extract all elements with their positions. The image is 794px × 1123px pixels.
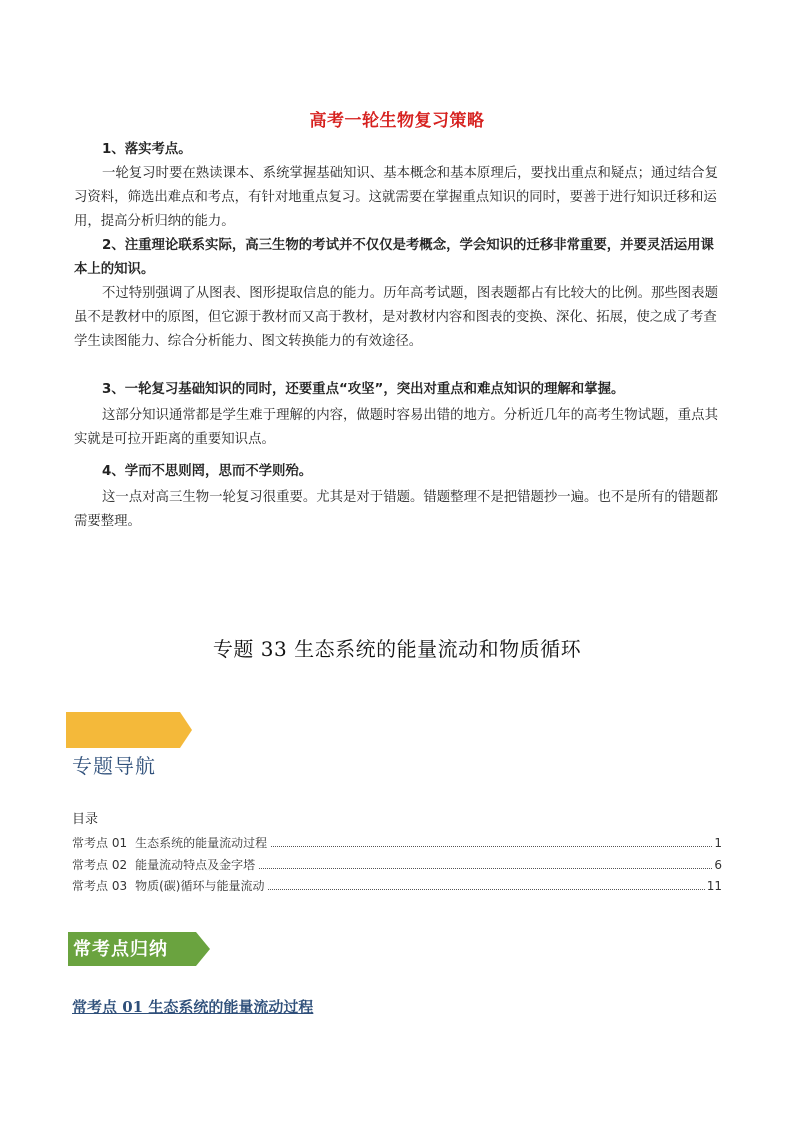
- toc-item-name: 生态系统的能量流动过程: [135, 836, 268, 850]
- toc-item-number: 常考点 01: [72, 836, 128, 850]
- toc-item-number: 常考点 02: [72, 858, 128, 872]
- point-3-body: 这部分知识通常都是学生难于理解的内容，做题时容易出错的地方。分析近几年的高考生物试题，重点其实就是可拉开距离的重要知识点。: [74, 408, 718, 447]
- toc-row[interactable]: [72, 834, 722, 852]
- toc-item-page: 1: [714, 836, 722, 850]
- toc-label: 目录: [72, 812, 99, 827]
- point-3-heading: 3、一轮复习基础知识的同时，还要重点“攻坚”，突出对重点和难点知识的理解和掌握。: [102, 382, 625, 397]
- toc-item-page: 11: [706, 879, 722, 893]
- toc-leader-dots: [271, 845, 712, 847]
- toc-row[interactable]: [72, 877, 722, 895]
- toc-item-number: 常考点 03: [72, 879, 128, 893]
- point-4-body: 这一点对高三生物一轮复习很重要。尤其是对于错题。错题整理不是把错题抄一遍。也不是所有的错题都需要整理。: [74, 490, 718, 529]
- summary-label: 常考点归纳: [73, 939, 168, 960]
- toc-item-page: 6: [714, 858, 722, 872]
- toc-leader-dots: [259, 867, 712, 869]
- nav-banner-shape: [66, 712, 192, 748]
- point-2-body: 不过特别强调了从图表、图形提取信息的能力。历年高考试题，图表题都占有比较大的比例。那些图表题虽不是教材中的原图，但它源于教材而又高于教材，是对教材内容和图表的变换、深化、拓展，使之成了考查学生读图能力、综合分析能力、图文转换能力的有效途径。: [74, 286, 718, 349]
- strategy-title: 高考一轮生物复习策略: [309, 111, 485, 131]
- toc-row[interactable]: [72, 856, 722, 874]
- point-1-body: 一轮复习时要在熟读课本、系统掌握基础知识、基本概念和基本原理后，要找出重点和疑点；通过结合复习资料，筛选出难点和考点，有针对地重点复习。这就需要在掌握重点知识的同时，要善于进行知识迁移和运用，提高分析归纳的能力。: [74, 166, 718, 229]
- topic-title: 专题 33 生态系统的能量流动和物质循环: [212, 637, 582, 661]
- toc-leader-dots: [268, 888, 704, 890]
- toc-item-name: 能量流动特点及金字塔: [135, 858, 256, 872]
- point-1-heading: 1、落实考点。: [102, 142, 192, 157]
- toc-item-name: 物质(碳)循环与能量流动: [135, 879, 265, 893]
- point-4-heading: 4、学而不思则罔，思而不学则殆。: [102, 464, 313, 479]
- nav-title: 专题导航: [72, 754, 156, 778]
- section-heading-link[interactable]: 常考点 01 生态系统的能量流动过程: [72, 998, 314, 1016]
- point-2-heading: 2、注重理论联系实际，高三生物的考试并不仅仅是考概念，学会知识的迁移非常重要，并要灵活运用课本上的知识。: [74, 238, 714, 277]
